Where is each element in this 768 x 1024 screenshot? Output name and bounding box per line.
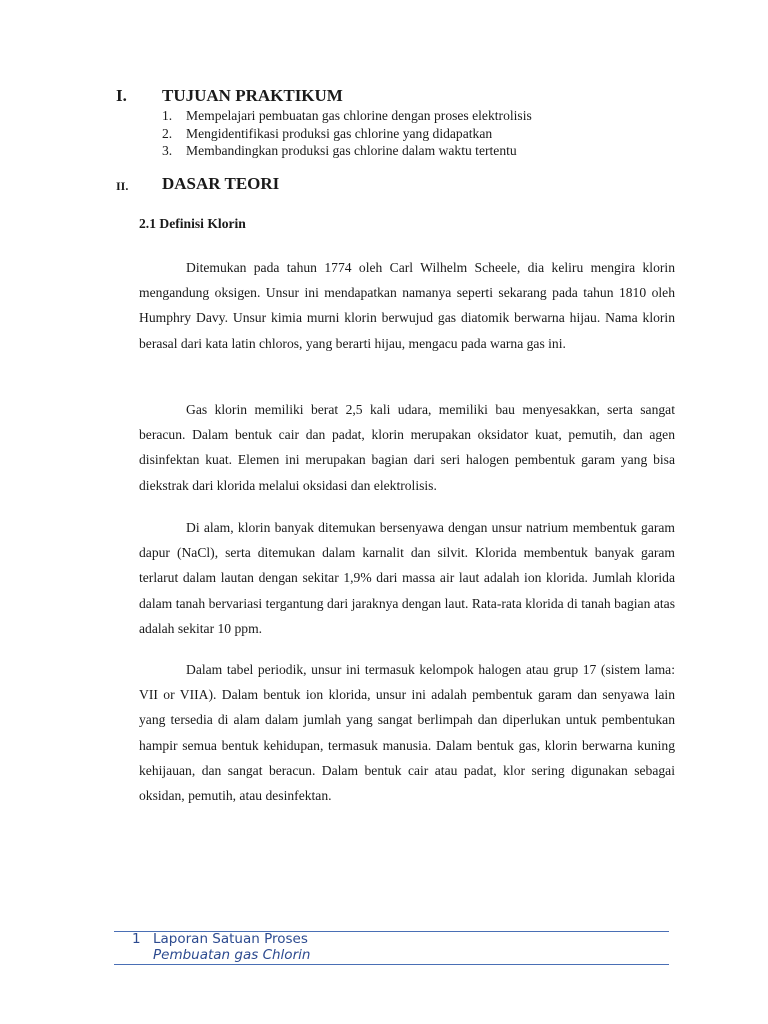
list-item (162, 142, 532, 160)
section-heading-tujuan (116, 86, 343, 106)
paragraph: Gas klorin memiliki berat 2,5 kali udara, memiliki bau menyesakkan, serta sangat beracun. Dalam bentuk cair dan padat, klorin merupakan oksidator kuat, pemutih, dan agen disinfektan kuat. Elemen ini merupakan bagian dari seri halogen pembentuk garam yang bisa diekstrak dari klorida melalui oksidasi dan elektrolisis. (139, 402, 675, 493)
paragraph: Dalam tabel periodik, unsur ini termasuk kelompok halogen atau grup 17 (sistem lama: VII or VIIA). Dalam bentuk ion klorida, unsur ini adalah pembentuk garam dan senyawa lain yang tersedia di alam dalam jumlah yang sangat berlimpah dan diperlukan untuk pembentukan hampir semua bentuk kehidupan, termasuk manusia. Dalam bentuk gas, klorin berwarna kuning kehijauan, dan sangat beracun. Dalam bentuk cair atau padat, klor sering digunakan sebagai oksidan, pemutih, atau desinfektan. (139, 662, 675, 804)
list-item-number: 2. (162, 125, 173, 141)
section-title: TUJUAN PRAKTIKUM (162, 86, 343, 105)
section-number: I. (116, 86, 127, 105)
section-heading-dasar-teori (116, 174, 280, 195)
section-title: DASAR TEORI (162, 174, 280, 193)
footer-title: Laporan Satuan Proses (153, 931, 308, 947)
list-item-text: Mempelajari pembuatan gas chlorine dengan proses elektrolisis (186, 108, 532, 123)
section-number: II. (116, 179, 129, 193)
list-item-number: 3. (162, 143, 173, 158)
subsection-heading: 2.1 Definisi Klorin (139, 216, 246, 231)
list-item-text: Mengidentifikasi produksi gas chlorine yang didapatkan (186, 125, 493, 141)
page-number: 1 (132, 931, 141, 947)
list-item-text: Membandingkan produksi gas chlorine dalam waktu tertentu (186, 143, 517, 158)
objectives-list (162, 107, 532, 160)
list-item (162, 125, 532, 143)
footer-subtitle: Pembuatan gas Chlorin (153, 947, 311, 963)
list-item-number: 1. (162, 108, 173, 123)
page-footer (132, 931, 310, 963)
list-item (162, 107, 532, 125)
paragraph: Ditemukan pada tahun 1774 oleh Carl Wilhelm Scheele, dia keliru mengira klorin mengandung oksigen. Unsur ini mendapatkan namanya seperti sekarang pada tahun 1810 oleh Humphry Davy. Unsur kimia murni klorin berwujud gas diatomik berwarna hijau. Nama klorin berasal dari kata latin chloros, yang berarti hijau, mengacu pada warna gas ini. (139, 260, 675, 351)
paragraph: Di alam, klorin banyak ditemukan bersenyawa dengan unsur natrium membentuk garam dapur (NaCl), serta ditemukan dalam karnalit dan silvit. Klorida membentuk banyak garam terlarut dalam lautan dengan sekitar 1,9% dari massa air laut adalah ion klorida. Jumlah klorida dalam tanah bervariasi tergantung dari jaraknya dengan laut. Rata-rata klorida di tanah bagian atas adalah sekitar 10 ppm. (139, 520, 675, 636)
footer-rule-bottom (114, 964, 669, 965)
